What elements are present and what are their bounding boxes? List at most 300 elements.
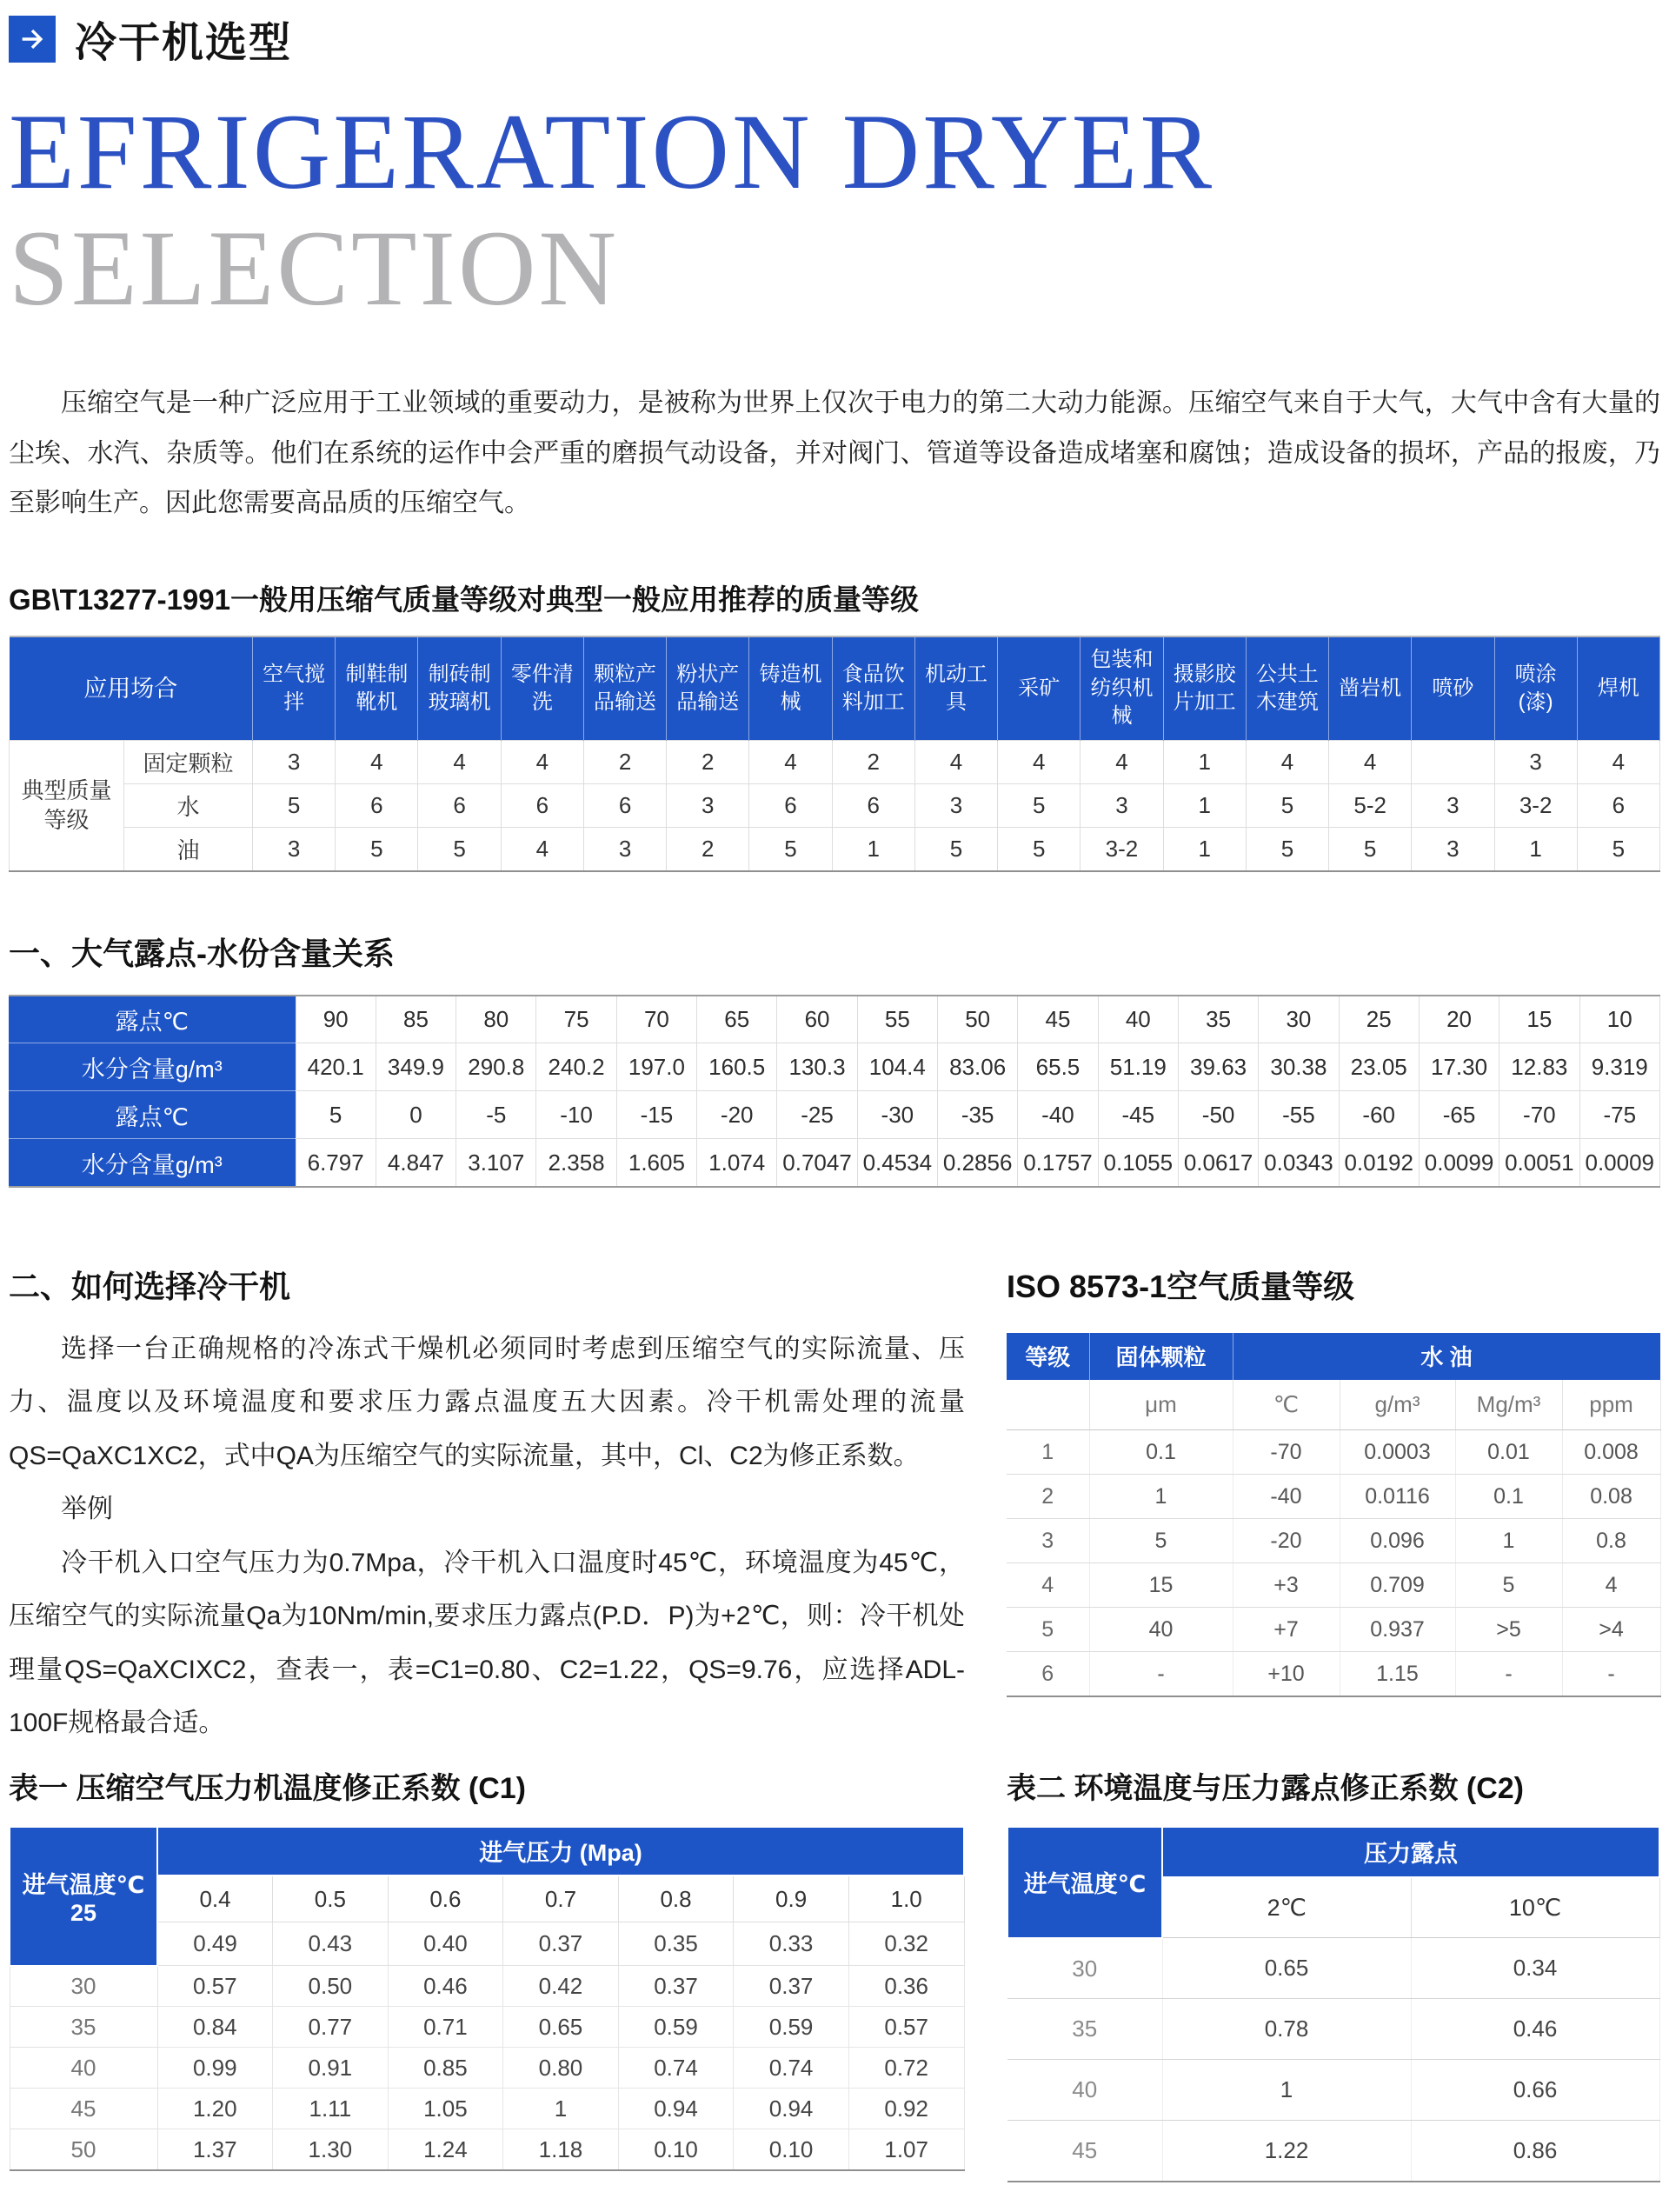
table-cell: 4	[1081, 741, 1163, 784]
section1-title: 一、大气露点-水份含量关系	[9, 935, 395, 971]
table-cell	[1412, 741, 1494, 784]
c2-correction-table	[1007, 1826, 1660, 2182]
table-row	[10, 2089, 964, 2129]
table-cell: 0	[376, 1091, 455, 1139]
table-cell: 5	[998, 828, 1081, 871]
corner-header-cell	[10, 1827, 157, 1966]
table-cell: 2.358	[536, 1139, 616, 1187]
table-cell: 0.1757	[1018, 1139, 1098, 1187]
unit-cell: ppm	[1562, 1380, 1660, 1430]
table-cell: 1.18	[503, 2129, 619, 2170]
iso-column	[1007, 1263, 1660, 1750]
pressure-cell: 0.4	[157, 1876, 273, 1922]
table-cell: 0.0051	[1499, 1139, 1579, 1187]
row-label: 油	[124, 828, 253, 871]
table-cell: -20	[697, 1091, 777, 1139]
section2-title: 二、如何选择冷干机	[9, 1268, 291, 1304]
table-cell: 1.30	[273, 2129, 389, 2170]
table-cell: 3	[1081, 784, 1163, 828]
table-row	[1007, 1938, 1659, 1999]
column-header-cell: 喷涂(漆)	[1494, 636, 1577, 741]
table-cell: 4	[501, 741, 583, 784]
table-cell: 0.78	[1162, 1999, 1411, 2060]
table-cell: 51.19	[1098, 1043, 1178, 1091]
grade-cell: 5	[1007, 1608, 1089, 1652]
table-cell: -40	[1018, 1091, 1098, 1139]
column-header-cell: 摄影胶片加工	[1163, 636, 1246, 741]
units-row	[1007, 1380, 1660, 1430]
table-cell: 0.08	[1562, 1475, 1660, 1519]
table-cell: 5	[418, 828, 501, 871]
column-header-cell: 等级	[1007, 1333, 1089, 1380]
table-cell: 6.797	[296, 1139, 376, 1187]
table-cell: 1	[832, 828, 914, 871]
table-cell: -10	[536, 1091, 616, 1139]
pressure-cell: 0.5	[273, 1876, 389, 1922]
table-cell: 0.1	[1455, 1475, 1562, 1519]
table-cell: 0.1055	[1098, 1139, 1178, 1187]
table-row	[9, 1043, 1660, 1091]
table-cell: 0.43	[273, 1922, 389, 1966]
dewpoint-cell: 10℃	[1411, 1877, 1659, 1938]
table-cell: 1.22	[1162, 2121, 1411, 2182]
table-cell: 85	[376, 996, 455, 1043]
column-header-cell: 公共土木建筑	[1246, 636, 1328, 741]
table-cell: -20	[1233, 1519, 1340, 1563]
table-cell: 0.8	[1562, 1519, 1660, 1563]
table-cell: 1	[1163, 828, 1246, 871]
grade-cell: 6	[1007, 1652, 1089, 1696]
table-cell: -60	[1339, 1091, 1419, 1139]
pressure-cell: 0.7	[503, 1876, 619, 1922]
table-cell: 0.1	[1089, 1430, 1233, 1475]
grade-cell: 2	[1007, 1475, 1089, 1519]
table-cell: 0.46	[388, 1966, 503, 2007]
table-cell: -45	[1098, 1091, 1178, 1139]
table-cell: 0.7047	[777, 1139, 857, 1187]
column-header-cell: 采矿	[998, 636, 1081, 741]
pressure-cell: 1.0	[848, 1876, 964, 1922]
example-paragraph: 冷干机入口空气压力为0.7Mpa，冷干机入口温度时45℃，环境温度为45℃，压缩空气的实际流量Qa为10Nm/min,要求压力露点(P.D．P)为+2℃，则：冷干机处理量QS=QaXCIXC2，查表一，表=C1=0.80、C2=1.22，QS=9.76，应选择ADL-100F规格最合适。	[9, 1548, 965, 1738]
table-cell: 35	[1178, 996, 1258, 1043]
table-cell: 0.10	[618, 2129, 734, 2170]
table-cell: 4	[914, 741, 997, 784]
temp-cell: 35	[10, 2007, 157, 2048]
table-cell: 6	[336, 784, 418, 828]
table-cell: 420.1	[296, 1043, 376, 1091]
table-cell: -	[1562, 1652, 1660, 1696]
temp-cell: 45	[1007, 2121, 1162, 2182]
table-cell: 6	[1577, 784, 1659, 828]
table-row	[1007, 1519, 1660, 1563]
table-cell: 4	[1246, 741, 1328, 784]
grade-cell: 1	[1007, 1430, 1089, 1475]
table-cell: 65.5	[1018, 1043, 1098, 1091]
table-row	[1007, 1475, 1660, 1519]
table-cell: 1	[1089, 1475, 1233, 1519]
table-cell: 3	[1412, 784, 1494, 828]
table-cell: 1.15	[1340, 1652, 1455, 1696]
table-cell: 1.605	[616, 1139, 696, 1187]
table-cell: 0.66	[1411, 2060, 1659, 2121]
table-header-row	[1007, 1827, 1659, 1877]
table-row	[10, 2048, 964, 2089]
table-cell: -55	[1259, 1091, 1339, 1139]
table-cell: 290.8	[456, 1043, 536, 1091]
table-cell: 4	[336, 741, 418, 784]
table-cell: 70	[616, 996, 696, 1043]
table-cell: 2	[667, 741, 749, 784]
table-corner-header: 应用场合	[10, 636, 253, 741]
table-cell: -5	[456, 1091, 536, 1139]
table-cell: 0.42	[503, 1966, 619, 2007]
table-cell: 160.5	[697, 1043, 777, 1091]
table-row	[9, 1091, 1660, 1139]
column-header-cell: 食品饮料加工	[832, 636, 914, 741]
iso-quality-table	[1007, 1333, 1661, 1697]
table-cell: -35	[938, 1091, 1018, 1139]
table-cell: -40	[1233, 1475, 1340, 1519]
table-cell: 0.0343	[1259, 1139, 1339, 1187]
table-cell: 3.107	[456, 1139, 536, 1187]
table-cell: 0.49	[157, 1922, 273, 1966]
table-cell: 0.2856	[938, 1139, 1018, 1187]
table-cell: 1	[503, 2089, 619, 2129]
row-group-label: 典型质量等级	[10, 741, 124, 871]
table-cell: 12.83	[1499, 1043, 1579, 1091]
table-cell: 5	[336, 828, 418, 871]
table-cell: 4	[1577, 741, 1659, 784]
table-cell: 0.0116	[1340, 1475, 1455, 1519]
table-cell: 0.096	[1340, 1519, 1455, 1563]
table-cell: 3-2	[1081, 828, 1163, 871]
section2-paragraph: 选择一台正确规格的冷冻式干燥机必须同时考虑到压缩空气的实际流量、压力、温度以及环境温度和要求压力露点温度五大因素。冷干机需处理的流量QS=QaXC1XC2，式中QA为压缩空气的实际流量，其中，Cl、C2为修正系数。	[9, 1334, 965, 1470]
table-row	[10, 741, 1660, 784]
table-cell: 0.40	[388, 1922, 503, 1966]
table-cell: -70	[1233, 1430, 1340, 1475]
table-row	[1007, 1430, 1660, 1475]
table-cell: 0.65	[503, 2007, 619, 2048]
table-cell: 1	[1455, 1519, 1562, 1563]
table-cell: 90	[296, 996, 376, 1043]
temp-cell: 30	[10, 1966, 157, 2007]
table-cell: 5	[1577, 828, 1659, 871]
table-cell: 130.3	[777, 1043, 857, 1091]
table-cell: >5	[1455, 1608, 1562, 1652]
table-cell: 0.37	[618, 1966, 734, 2007]
table-cell: 1	[1163, 741, 1246, 784]
c2-column	[1007, 1764, 1660, 2182]
table-cell: 10	[1579, 996, 1660, 1043]
table-row	[10, 1966, 964, 2007]
table-cell: -65	[1419, 1091, 1499, 1139]
table-cell: 83.06	[938, 1043, 1018, 1091]
table-cell: 6	[583, 784, 666, 828]
table-row	[9, 996, 1660, 1043]
table-cell: 0.37	[503, 1922, 619, 1966]
table-cell: 6	[832, 784, 914, 828]
table-cell: 0.46	[1411, 1999, 1659, 2060]
unit-cell: g/m³	[1340, 1380, 1455, 1430]
column-header-cell: 空气搅拌	[253, 636, 336, 741]
column-header-cell: 压力露点	[1162, 1827, 1659, 1877]
grade-cell: 4	[1007, 1563, 1089, 1608]
table-cell: 80	[456, 996, 536, 1043]
column-header-cell: 水 油	[1233, 1333, 1660, 1380]
column-header-cell: 铸造机械	[749, 636, 832, 741]
table-cell	[1007, 1380, 1089, 1430]
table-cell: 5	[998, 784, 1081, 828]
table-cell: -	[1089, 1652, 1233, 1696]
column-header-cell: 零件清洗	[501, 636, 583, 741]
table-cell: 1.24	[388, 2129, 503, 2170]
table-cell: 17.30	[1419, 1043, 1499, 1091]
table-cell: 5	[914, 828, 997, 871]
table-cell: 0.84	[157, 2007, 273, 2048]
table-cell: 1.11	[273, 2089, 389, 2129]
table-cell: 30	[1259, 996, 1339, 1043]
table-cell: 0.99	[157, 2048, 273, 2089]
dewpoint-cell: 2℃	[1162, 1877, 1411, 1938]
table-cell: 104.4	[857, 1043, 937, 1091]
table-cell: 0.59	[618, 2007, 734, 2048]
column-header-cell: 凿岩机	[1329, 636, 1412, 741]
table-cell: 0.91	[273, 2048, 389, 2089]
table-row	[10, 2129, 964, 2170]
table-cell: 5	[1455, 1563, 1562, 1608]
table-cell: 0.36	[848, 1966, 964, 2007]
unit-cell: ℃	[1233, 1380, 1340, 1430]
c1-column	[9, 1764, 965, 2182]
table1-title: 表一 压缩空气压力机温度修正系数 (C1)	[9, 1771, 526, 1805]
pressure-cell: 0.8	[618, 1876, 734, 1922]
table-cell: 5-2	[1329, 784, 1412, 828]
table-cell: 0.37	[734, 1966, 849, 2007]
table-cell: 0.74	[734, 2048, 849, 2089]
table-cell: 25	[1339, 996, 1419, 1043]
example-label: 举例	[61, 1495, 113, 1524]
column-header-cell: 颗粒产品输送	[583, 636, 666, 741]
table-cell: -	[1455, 1652, 1562, 1696]
corner-header-cell: 进气温度℃	[1007, 1827, 1162, 1938]
table-cell: 65	[697, 996, 777, 1043]
table-row	[1007, 1563, 1660, 1608]
table-cell: 0.72	[848, 2048, 964, 2089]
table-cell: 4	[749, 741, 832, 784]
table-cell: 2	[667, 828, 749, 871]
column-header-cell: 喷砂	[1412, 636, 1494, 741]
table-cell: 5	[1246, 828, 1328, 871]
table-cell: 30.38	[1259, 1043, 1339, 1091]
unit-cell: Mg/m³	[1455, 1380, 1562, 1430]
table-cell: 1.074	[697, 1139, 777, 1187]
table-cell: 0.50	[273, 1966, 389, 2007]
table-cell: 1	[1162, 2060, 1411, 2121]
table-cell: 20	[1419, 996, 1499, 1043]
table-cell: 5	[253, 784, 336, 828]
row-label: 水	[124, 784, 253, 828]
table-cell: 2	[583, 741, 666, 784]
table-cell: 15	[1499, 996, 1579, 1043]
table-cell: 0.74	[618, 2048, 734, 2089]
table-cell: 4	[1562, 1563, 1660, 1608]
table-cell: 45	[1018, 996, 1098, 1043]
table-cell: 0.35	[618, 1922, 734, 1966]
table-cell: 0.94	[618, 2089, 734, 2129]
gb-table-title: GB\T13277-1991一般用压缩气质量等级对典型一般应用推荐的质量等级	[9, 583, 919, 616]
table-cell: 3-2	[1494, 784, 1577, 828]
column-header-cell: 固体颗粒	[1089, 1333, 1233, 1380]
column-header-cell: 包装和纺织机械	[1081, 636, 1163, 741]
table-header-row	[10, 636, 1660, 741]
table-cell: 0.0617	[1178, 1139, 1258, 1187]
temp-cell: 30	[1007, 1938, 1162, 1999]
column-header-cell: 进气压力 (Mpa)	[157, 1827, 964, 1876]
table-cell: 0.32	[848, 1922, 964, 1966]
table-cell: 15	[1089, 1563, 1233, 1608]
table-cell: +7	[1233, 1608, 1340, 1652]
table-cell: 0.57	[848, 2007, 964, 2048]
table-cell: 0.709	[1340, 1563, 1455, 1608]
table-row	[9, 1139, 1660, 1187]
table-cell: 0.85	[388, 2048, 503, 2089]
table-cell: 1.05	[388, 2089, 503, 2129]
table-cell: -15	[616, 1091, 696, 1139]
table-cell: 3	[253, 828, 336, 871]
table-cell: 55	[857, 996, 937, 1043]
c1-correction-table	[9, 1826, 965, 2171]
row-label: 露点℃	[9, 996, 296, 1043]
table-cell: 0.71	[388, 2007, 503, 2048]
table-cell: 40	[1098, 996, 1178, 1043]
table-row	[10, 828, 1660, 871]
table-cell: 75	[536, 996, 616, 1043]
table-cell: >4	[1562, 1608, 1660, 1652]
table-cell: 3	[1412, 828, 1494, 871]
table-cell: 0.80	[503, 2048, 619, 2089]
table-row	[1007, 1608, 1660, 1652]
table-cell: 40	[1089, 1608, 1233, 1652]
temp-cell: 40	[1007, 2060, 1162, 2121]
arrow-icon	[9, 16, 56, 63]
table-header-row	[10, 1827, 964, 1876]
table-cell: 3	[667, 784, 749, 828]
row-label: 固定颗粒	[124, 741, 253, 784]
table-row	[1007, 1652, 1660, 1696]
table-cell: 4	[1329, 741, 1412, 784]
table-cell: 4	[418, 741, 501, 784]
section2-column	[9, 1263, 965, 1750]
column-header-cell: 制鞋制靴机	[336, 636, 418, 741]
table-cell: 0.0009	[1579, 1139, 1660, 1187]
table2-title: 表二 环境温度与压力露点修正系数 (C2)	[1007, 1771, 1524, 1805]
table-cell: 0.0192	[1339, 1139, 1419, 1187]
table-cell: 0.10	[734, 2129, 849, 2170]
table-header-row	[1007, 1333, 1660, 1380]
column-header-cell: 机动工具	[914, 636, 997, 741]
table-cell: 1.20	[157, 2089, 273, 2129]
table-cell: 2	[832, 741, 914, 784]
table-cell: 0.65	[1162, 1938, 1411, 1999]
table-cell: 1.07	[848, 2129, 964, 2170]
table-cell: 6	[749, 784, 832, 828]
selection-subtitle: SELECTION	[9, 209, 620, 328]
temp-cell: 40	[10, 2048, 157, 2089]
table-cell: 197.0	[616, 1043, 696, 1091]
temp-cell: 35	[1007, 1999, 1162, 2060]
page-header	[9, 0, 1660, 69]
table-cell: 0.01	[1455, 1430, 1562, 1475]
table-cell: 3	[583, 828, 666, 871]
table-cell: 1	[1494, 828, 1577, 871]
table-cell: 4	[501, 828, 583, 871]
gb-quality-table	[9, 636, 1660, 872]
table-row	[10, 2007, 964, 2048]
temp-cell: 50	[10, 2129, 157, 2170]
intro-paragraph: 压缩空气是一种广泛应用于工业领域的重要动力，是被称为世界上仅次于电力的第二大动力能源。压缩空气来自于大气，大气中含有大量的尘埃、水汽、杂质等。他们在系统的运作中会严重的磨损气动设备，并对阀门、管道等设备造成堵塞和腐蚀；造成设备的损坏，产品的报废，乃至影响生产。因此您需要高品质的压缩空气。	[9, 389, 1660, 518]
column-header-cell: 焊机	[1577, 636, 1659, 741]
column-header-cell: 粉状产品输送	[667, 636, 749, 741]
table-cell: 0.937	[1340, 1608, 1455, 1652]
unit-cell: μm	[1089, 1380, 1233, 1430]
row-label: 水分含量g/m³	[9, 1043, 296, 1091]
table-cell: 0.86	[1411, 2121, 1659, 2182]
table-cell: 5	[1089, 1519, 1233, 1563]
pressure-cell: 0.6	[388, 1876, 503, 1922]
corner-line1: 进气温度℃	[22, 1871, 145, 1898]
column-header-cell: 制砖制玻璃机	[418, 636, 501, 741]
table-cell: 50	[938, 996, 1018, 1043]
table-cell: -25	[777, 1091, 857, 1139]
table-cell: -75	[1579, 1091, 1660, 1139]
temp-cell: 45	[10, 2089, 157, 2129]
table-cell: 4	[998, 741, 1081, 784]
table-cell: -30	[857, 1091, 937, 1139]
table-cell: 23.05	[1339, 1043, 1419, 1091]
table-cell: +3	[1233, 1563, 1340, 1608]
table-cell: 0.0003	[1340, 1430, 1455, 1475]
table-row	[1007, 1999, 1659, 2060]
table-cell: -50	[1178, 1091, 1258, 1139]
table-cell: 5	[1246, 784, 1328, 828]
table-cell: 0.0099	[1419, 1139, 1499, 1187]
table-cell: 0.4534	[857, 1139, 937, 1187]
refrigeration-dryer-title: EFRIGERATION DRYER	[9, 92, 1215, 211]
iso-table-title: ISO 8573-1空气质量等级	[1007, 1268, 1355, 1304]
row-label: 水分含量g/m³	[9, 1139, 296, 1187]
pressure-cell: 0.9	[734, 1876, 849, 1922]
table-cell: 1	[1163, 784, 1246, 828]
table-cell: 3	[253, 741, 336, 784]
table-cell: 60	[777, 996, 857, 1043]
corner-line2: 25	[70, 1899, 97, 1926]
table-row	[1007, 2060, 1659, 2121]
table-cell: 6	[418, 784, 501, 828]
table-cell: 0.57	[157, 1966, 273, 2007]
page-title: 冷干机选型	[75, 20, 293, 66]
table-cell: 3	[1494, 741, 1577, 784]
table-cell: 0.59	[734, 2007, 849, 2048]
table-cell: -70	[1499, 1091, 1579, 1139]
table-cell: 349.9	[376, 1043, 455, 1091]
table-cell: 240.2	[536, 1043, 616, 1091]
table-cell: 3	[914, 784, 997, 828]
dewpoint-table	[9, 995, 1660, 1188]
table-cell: 6	[501, 784, 583, 828]
grade-cell: 3	[1007, 1519, 1089, 1563]
table-cell: 5	[296, 1091, 376, 1139]
table-cell: 0.94	[734, 2089, 849, 2129]
